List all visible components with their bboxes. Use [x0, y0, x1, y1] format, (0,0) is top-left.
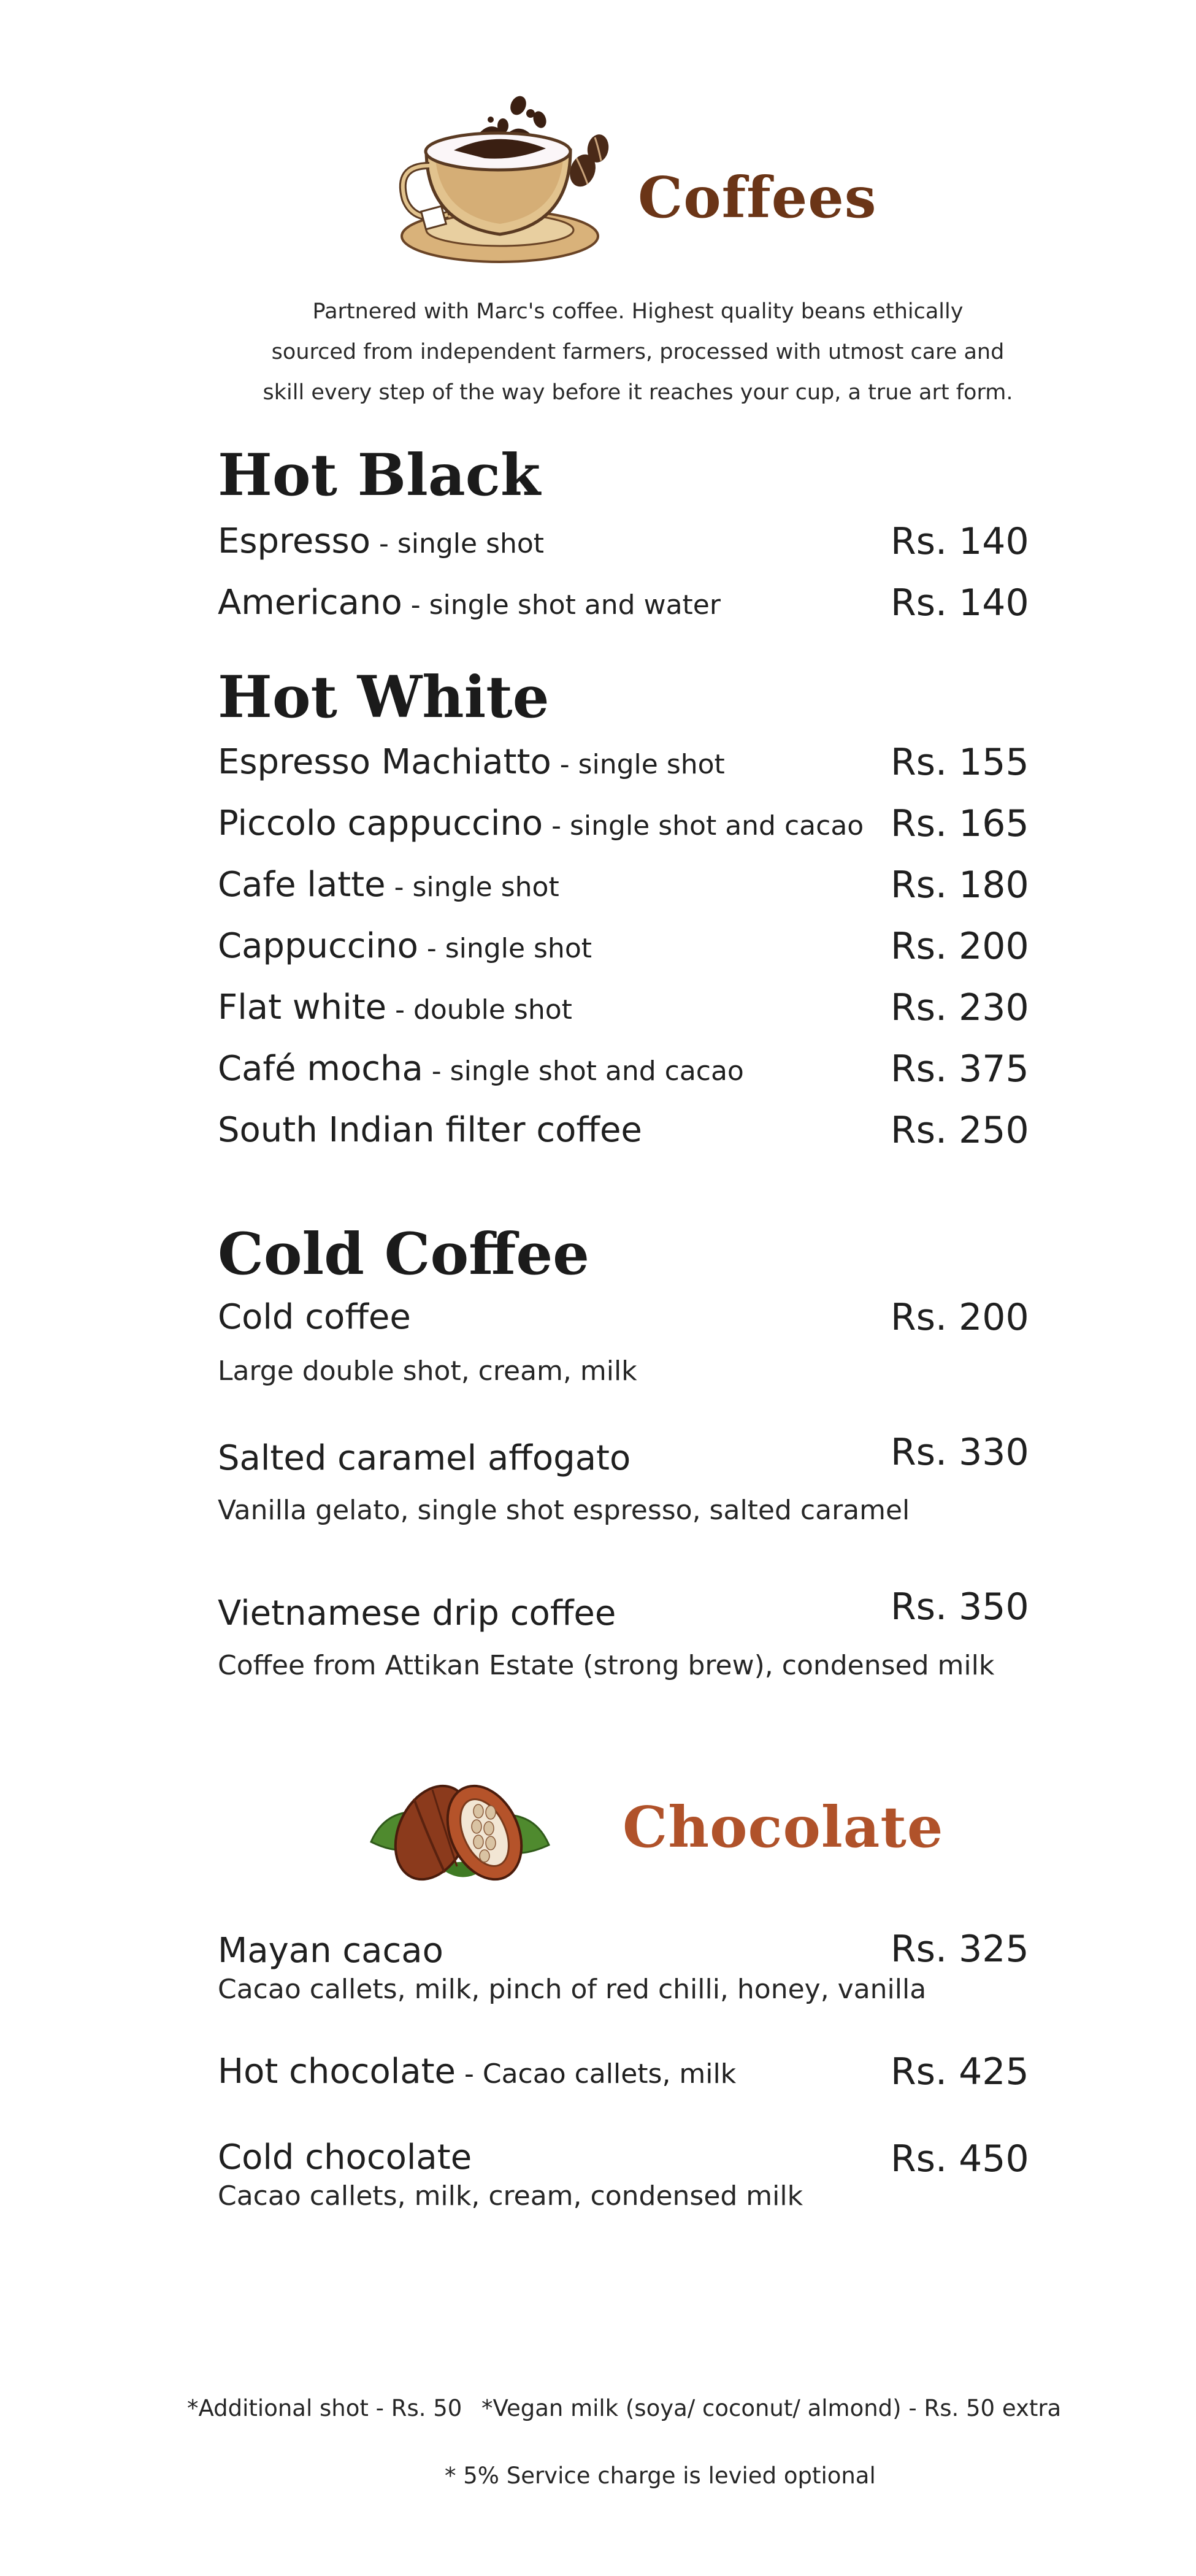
item-price: Rs. 200 — [891, 925, 1029, 968]
item-price: Rs. 450 — [891, 2137, 1029, 2180]
menu-item-mayan-cacao — [218, 1931, 443, 1971]
item-detail: Large double shot, cream, milk — [218, 1355, 637, 1387]
item-price: Rs. 140 — [891, 520, 1029, 563]
coffee-cup-icon — [393, 92, 613, 276]
intro-line: sourced from independent farmers, processed with utmost care and — [271, 340, 1005, 364]
menu-item-cappuccino — [218, 926, 592, 966]
menu-item-south-indian-filter-coffee — [218, 1110, 642, 1150]
item-price: Rs. 375 — [891, 1048, 1029, 1091]
item-name: South Indian filter coffee — [218, 1110, 642, 1150]
item-name: Cappuccino — [218, 926, 418, 966]
item-name: Cafe latte — [218, 865, 386, 905]
intro-line: skill every step of the way before it reaches your cup, a true art form. — [263, 380, 1013, 405]
menu-item-cafe-mocha — [218, 1049, 744, 1089]
item-detail: Coffee from Attikan Estate (strong brew), condensed milk — [218, 1650, 995, 1681]
item-description: - single shot — [418, 933, 592, 964]
item-price: Rs. 230 — [891, 986, 1029, 1029]
item-name: Piccolo cappuccino — [218, 803, 543, 843]
item-description: - single shot and water — [402, 589, 721, 621]
item-price: Rs. 425 — [891, 2050, 1029, 2093]
menu-item-vietnamese-drip-coffee: Vietnamese drip coffee — [218, 1593, 616, 1633]
item-detail: Cacao callets, milk, cream, condensed milk — [218, 2180, 803, 2212]
intro-line: Partnered with Marc's coffee. Highest quality beans ethically — [312, 299, 964, 324]
item-name: Espresso Machiatto — [218, 742, 551, 782]
item-price: Rs. 250 — [891, 1109, 1029, 1152]
item-price: Rs. 155 — [891, 741, 1029, 784]
coffees-title: Coffees — [638, 164, 877, 231]
item-name: Espresso — [218, 521, 370, 561]
item-name: Hot chocolate — [218, 2052, 456, 2091]
menu-item-hot-chocolate — [218, 2052, 736, 2091]
additional-shot-note: *Additional shot - Rs. 50 — [187, 2395, 462, 2421]
service-charge-note: * 5% Service charge is levied optional — [445, 2463, 876, 2489]
vegan-milk-note: *Vegan milk (soya/ coconut/ almond) - Rs. 50 extra — [481, 2395, 1062, 2421]
item-description: - double shot — [386, 994, 572, 1025]
item-price: Rs. 350 — [891, 1585, 1029, 1628]
hot-white-heading: Hot White — [218, 664, 550, 731]
menu-item-espresso — [218, 521, 544, 561]
item-price: Rs. 325 — [891, 1928, 1029, 1971]
item-price: Rs. 165 — [891, 802, 1029, 845]
cold-coffee-heading: Cold Coffee — [218, 1221, 589, 1288]
item-description: - single shot and cacao — [543, 810, 864, 841]
menu-item-piccolo-cappuccino — [218, 803, 864, 843]
coffees-intro — [221, 291, 1055, 413]
item-description: - single shot — [370, 528, 545, 559]
item-price: Rs. 330 — [891, 1431, 1029, 1474]
menu-item-americano — [218, 583, 721, 623]
chocolate-title: Chocolate — [623, 1794, 944, 1860]
item-detail: Vanilla gelato, single shot espresso, salted caramel — [218, 1495, 910, 1526]
item-name: Café mocha — [218, 1049, 423, 1089]
item-name: Americano — [218, 583, 402, 623]
item-price: Rs. 200 — [891, 1296, 1029, 1339]
item-detail: Cacao callets, milk, pinch of red chilli, honey, vanilla — [218, 1974, 927, 2005]
item-name: Mayan cacao — [218, 1931, 443, 1971]
item-price: Rs. 140 — [891, 581, 1029, 624]
menu-item-salted-caramel-affogato: Salted caramel affogato — [218, 1438, 631, 1478]
menu-item-cafe-latte — [218, 865, 559, 905]
menu-item-espresso-machiatto — [218, 742, 725, 782]
item-name: Cold chocolate — [218, 2137, 472, 2177]
item-description: - Cacao callets, milk — [456, 2058, 737, 2090]
menu-item-flat-white — [218, 987, 572, 1027]
item-description: - single shot and cacao — [423, 1056, 744, 1087]
menu-item-cold-coffee: Cold coffee — [218, 1297, 411, 1337]
item-description: - single shot — [385, 872, 559, 903]
item-price: Rs. 180 — [891, 864, 1029, 907]
item-name: Flat white — [218, 987, 387, 1027]
hot-black-heading: Hot Black — [218, 442, 541, 509]
item-description: - single shot — [551, 749, 725, 780]
cacao-pod-icon — [365, 1774, 555, 1891]
menu-item-cold-chocolate — [218, 2137, 472, 2177]
